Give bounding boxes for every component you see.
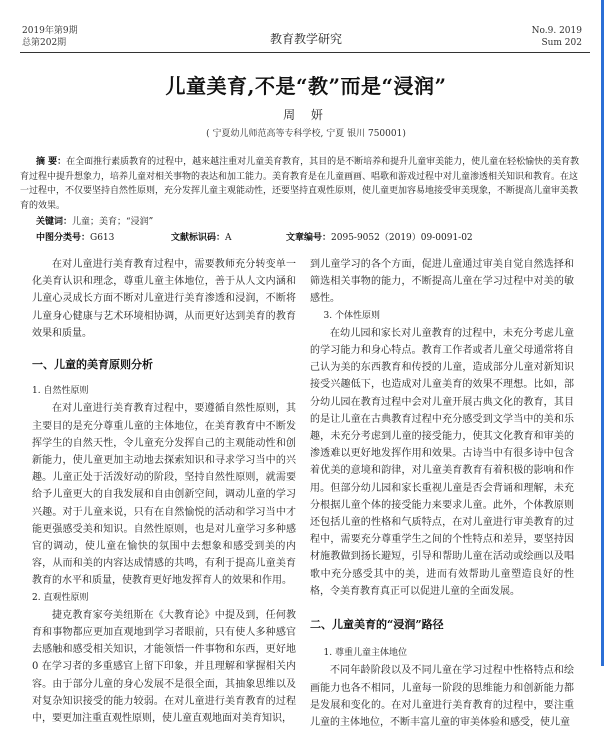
body-paragraph: 在对儿童进行美育教育过程中，要遵循自然性原则，其主要目的是充分尊重儿童的主体地位，在美育教育中不断发挥学生的自然天性，令儿童充分发挥自己的主观能动性和创新能力，使儿童更加主动地去探索知识和寻求学习当中的兴趣。儿童正处于活泼好动的阶段，坚持自然性原则，就需要给予儿童更大的自我发展和自由创新空间，调动儿童的学习兴趣。对于儿童来说，只有在自然愉悦的活动和学习当中才能更强感受美和知识。自然性原则，也是对儿童学习多种感官的调动，使儿童在愉快的氛围中去想象和感受到美的内容，从而和美的内容达成情感的共鸣，有利于提高儿童美育教育的水平和质量，使教育更好地发挥育人的效果和作用。 <box>32 403 296 587</box>
article-no-value: 2095-9052（2019）09-0091-02 <box>331 233 473 243</box>
body-left-column <box>32 256 296 727</box>
abstract-text: 在全面推行素质教育的过程中，越来越注重对儿童美育教育，其目的是不断培养和提升儿童审美能力，使儿童在轻松愉快的美育教育过程中提升想象力，培养儿童对相关事物的表达和加工能力。美育教育是在儿童画画、唱歌和游戏过程中对儿童渗透相关知识和教育。在这一过程中，不仅要坚持自然性原则，充分发挥儿童主观能动性，还要坚持直观性原则，使儿童更加容易地接受审美现象，不断提高儿童审美教育的效果。 <box>20 157 580 211</box>
body-paragraph: 不同年龄阶段以及不同儿童在学习过程中性格特点和绘画能力也各不相同，儿童每一阶段的思维能力和创新能力都是发展和变化的。在对儿童进行美育教育的过程中，要注重儿童的主体地位，不断丰富儿童的审美体验和感受，使儿童 <box>310 665 574 729</box>
body-paragraph: 到儿童学习的各个方面，促进儿童通过审美自觉自然选择和筛选相关事物的能力，不断提高儿童在学习过程中对美的敏感性。 <box>310 259 574 305</box>
article-no-label: 文章编号： <box>286 233 332 243</box>
subsection-heading: 1. 尊重儿童主体地位 <box>323 648 407 659</box>
intro-paragraph: 在对儿童进行美育教育过程中，需要教师充分转变单一化美育认识和理念，尊重儿童主体地位，善于从人文内涵和儿童心灵成长方面不断对儿童进行美育渗透和浸润，不断将儿童身心健康与艺术环境相协调，从而更好达到美育的教育效果和质量。 <box>32 259 296 339</box>
abstract-label: 摘 要： <box>36 157 67 167</box>
issue-number-en: No.9. 2019 <box>531 26 582 36</box>
section-heading: 一、儿童的美育原则分析 <box>32 358 153 372</box>
journal-section: 教育教学研究 <box>269 32 342 46</box>
page-edge-bar <box>601 0 604 666</box>
issue-number: 2019年第9期 <box>22 26 78 36</box>
header-divider <box>20 52 590 53</box>
subsection-heading: 1. 自然性原则 <box>32 386 89 397</box>
doc-code-value: A <box>225 233 232 243</box>
paper-title: 儿童美育,不是“教”而是“浸润” <box>165 74 447 98</box>
subsection-heading: 2. 直观性原则 <box>32 592 89 603</box>
abstract <box>20 155 586 213</box>
author: 周 妍 <box>283 108 329 122</box>
doc-code-label: 文献标识码： <box>171 233 226 243</box>
keywords-text: 儿童；美育；“浸润” <box>72 217 154 227</box>
issue-total: 总第202期 <box>22 38 67 48</box>
keywords <box>36 215 153 229</box>
article-number <box>286 231 473 245</box>
body-paragraph: 在幼儿园和家长对儿童教育的过程中，未充分考虑儿童的学习能力和身心特点。教育工作者或者儿童父母通常将自己认为美的东西教育和传授的儿童，造成部分儿童对新知识接受兴趣低下，也造成对儿童美育的效果不理想。比如，部分幼儿园在教育过程中会对儿童开展古典文化的教育，其目的是让儿童在古典教育过程中充分感受到文学当中的美和乐趣，未充分考虑到儿童的接受能力，使其文化教育和审美的渗透难以更好地发挥作用和效果。古诗当中有很多诗中包含着优美的意境和韵律，对儿童美育教育有着积极的影响和作用。但部分幼儿园和家长重视儿童是否会背诵和理解，未充分根据儿童个体的接受能力来要求儿童。此外，个体教原则还包括儿童的性格和气质特点，在对儿童进行审美教育的过程中，需要充分尊重学生之间的个性特点和差异，要坚持因材施教做到扬长避短，引导和帮助儿童在活动或绘画以及唱歌中充分感受其中的美，进而有效帮助儿童塑造良好的性格，令美育教育真正可以促进儿童的全面发展。 <box>310 327 574 597</box>
issue-info-english <box>532 25 582 49</box>
section-heading: 二、儿童美育的“浸润”路径 <box>310 618 444 632</box>
document-code <box>171 231 286 245</box>
body-paragraph: 捷克教育家夸美纽斯在《大教育论》中提及到，任何教育和事物都应更加直观地到学习者眼前，只有使人多种感官去感触和感受相关知识，才能领悟一件事物和东西，更好地0 在学习者的多重感官上留下印象，并且理解和掌握相关内容。由于部分儿童的身心发展不是很全面，其抽象思维以及对复杂知识接受的能力较弱。在对儿童进行美育教育的过程中，要更加注重直观性原则，使儿童直观地面对美育知识， <box>32 609 296 725</box>
issue-sum-en: Sum 202 <box>541 38 582 48</box>
keywords-label: 关键词： <box>36 217 73 227</box>
classification-row <box>36 231 592 245</box>
affiliation: ( 宁夏幼儿师范高等专科学校, 宁夏 银川 750001) <box>206 129 406 139</box>
clc-value: G613 <box>90 233 115 243</box>
clc-code <box>36 231 171 245</box>
subsection-heading: 3. 个体性原则 <box>323 310 380 321</box>
clc-label: 中图分类号： <box>36 233 91 243</box>
body-right-column <box>310 256 574 731</box>
